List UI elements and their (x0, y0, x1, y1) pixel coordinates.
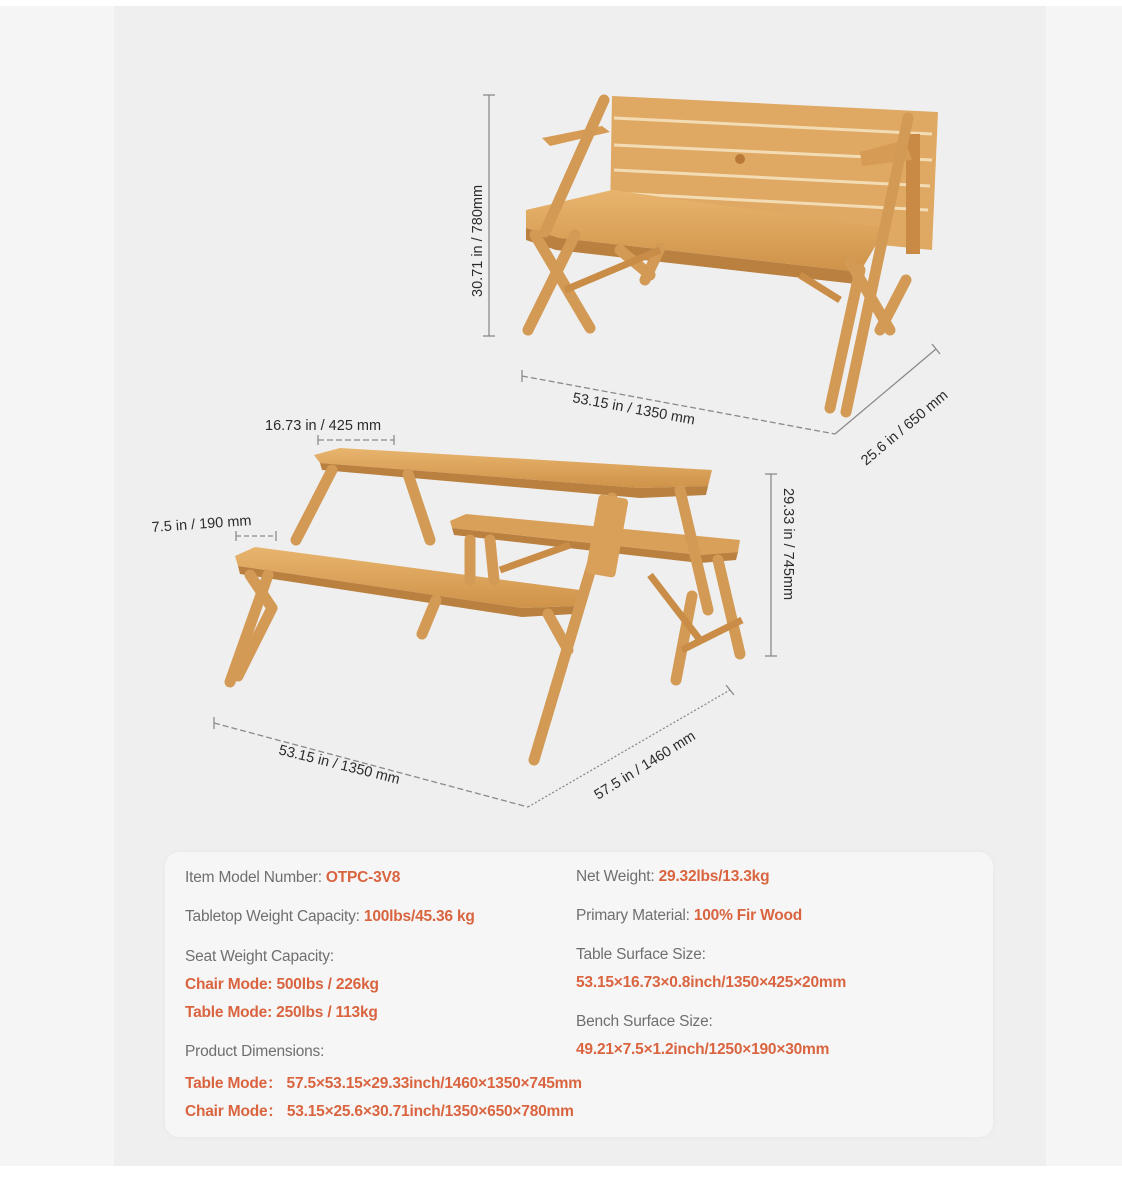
chair-depth-label: 25.6 in / 650 mm (858, 387, 952, 470)
picnic-table-mode-image (230, 448, 742, 760)
spec-net-weight (576, 868, 769, 886)
spec-table-surface-value: 53.15×16.73×0.8inch/1350×425×20mm (576, 974, 847, 991)
spec-primary-material (576, 907, 802, 925)
spec-seat-chair-mode: Chair Mode: 500lbs / 226kg (185, 976, 379, 993)
table-length-label: 53.15 in / 1350 mm (277, 742, 402, 788)
spec-table-surface-label: Table Surface Size: (576, 946, 706, 963)
spec-bench-surface-value: 49.21×7.5×1.2inch/1250×190×30mm (576, 1041, 830, 1058)
table-height-label: 29.33 in / 745mm (780, 488, 796, 601)
spec-label: Item Model Number: (185, 869, 322, 886)
spec-label: Net Weight: (576, 868, 655, 885)
spec-seat-capacity-label: Seat Weight Capacity: (185, 948, 334, 965)
spec-bench-surface-label: Bench Surface Size: (576, 1013, 713, 1030)
spec-dimensions-chair-mode: Chair Mode： 53.15×25.6×30.71inch/1350×650×780mm (185, 1103, 574, 1120)
spec-value: 100% Fir Wood (693, 907, 803, 924)
spec-dimensions-table-mode: Table Mode： 57.5×53.15×29.33inch/1460×1350×745mm (185, 1075, 582, 1092)
bench-chair-mode-image (526, 96, 938, 412)
spec-model-number (185, 869, 400, 887)
chair-height-label: 30.71 in / 780mm (470, 184, 486, 297)
bench-width-label: 7.5 in / 190 mm (151, 513, 252, 536)
chair-width-label: 53.15 in / 1350 mm (571, 390, 697, 429)
spec-card (165, 852, 993, 1137)
spec-value: 29.32lbs/13.3kg (658, 868, 770, 885)
spec-label: Primary Material: (576, 907, 690, 924)
spec-product-dimensions-label: Product Dimensions: (185, 1043, 325, 1060)
tabletop-width-label: 16.73 in / 425 mm (265, 418, 382, 434)
spec-seat-table-mode: Table Mode: 250lbs / 113kg (185, 1004, 378, 1021)
spec-value: OTPC-3V8 (325, 869, 401, 886)
spec-tabletop-capacity (185, 908, 475, 926)
spec-label: Tabletop Weight Capacity: (185, 908, 360, 925)
table-depth-label: 57.5 in / 1460 mm (591, 728, 699, 804)
spec-value: 100lbs/45.36 kg (363, 908, 475, 925)
